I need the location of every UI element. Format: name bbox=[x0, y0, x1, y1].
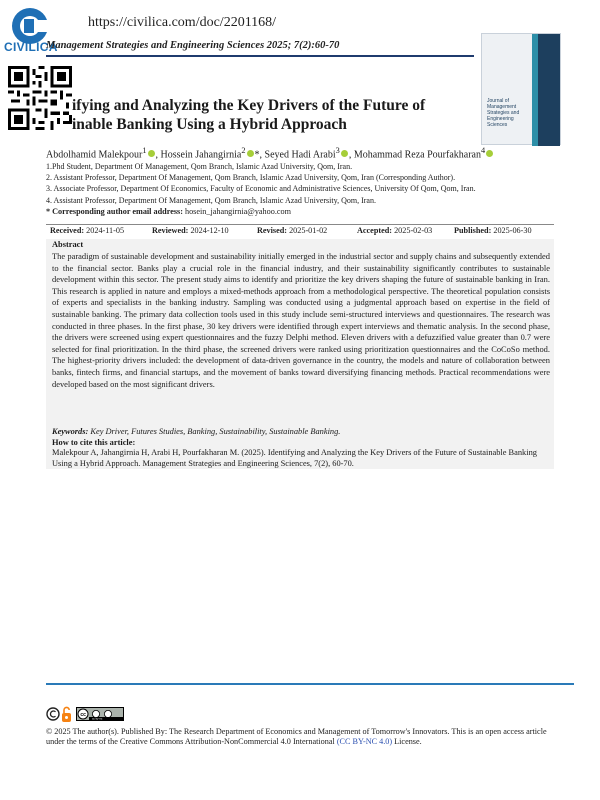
copyright-icon bbox=[47, 708, 59, 720]
keywords-label: Keywords: bbox=[52, 427, 89, 436]
revised-date: Revised: 2025-01-02 bbox=[257, 226, 328, 235]
affiliations bbox=[46, 161, 476, 206]
article-title-line-1: ifying and Analyzing the Key Drivers of the Future of bbox=[72, 97, 426, 114]
reviewed-date: Reviewed: 2024-12-10 bbox=[152, 226, 229, 235]
license-link[interactable]: (CC BY-NC 4.0) bbox=[336, 737, 393, 747]
corresponding-email[interactable]: hosein_jahangirnia@yahoo.com bbox=[184, 207, 291, 216]
header-divider bbox=[46, 55, 474, 57]
article-dates bbox=[46, 226, 554, 238]
published-date: Published: 2025-06-30 bbox=[454, 226, 532, 235]
citation-text: Malekpour A, Jahangirnia H, Arabi H, Pourfakharan M. (2025). Identifying and Analyzing the Key Drivers of the Future of Sustainable Banking Using a Hybrid Approach. Management Strategies and Engineering Sciences, 7(2), 60-70. bbox=[52, 448, 537, 468]
orcid-icon[interactable] bbox=[247, 150, 254, 157]
affiliation-item: 1.Phd Student, Department Of Management, Qom Branch, Islamic Azad University, Qom, Iran. bbox=[46, 162, 353, 171]
affiliation-item: 4. Assistant Professor, Department Of Management, Qom Branch, Islamic Azad University, Qom, Iran. bbox=[46, 195, 376, 205]
svg-text:cc by nc: cc by nc bbox=[92, 716, 103, 721]
affiliation-item: 2. Assistant Professor, Department Of Management, Qom Branch, Islamic Azad University, Qom, Iran (Corresponding Author). bbox=[46, 173, 456, 183]
civilica-wordmark: CIVILICA bbox=[4, 40, 58, 54]
open-access-icon bbox=[62, 707, 71, 722]
orcid-icon[interactable] bbox=[341, 150, 348, 157]
document-url[interactable]: https://civilica.com/doc/2201168/ bbox=[88, 15, 277, 30]
author-list: Abdolhamid Malekpour$^1$ , Hossein Jahangirnia$^2$ *, Seyed Hadi Arabi$^3$ , Mohammad Reza Pourfakharan$^4$ bbox=[46, 146, 494, 160]
svg-text:cc: cc bbox=[80, 712, 86, 718]
journal-cover-image bbox=[481, 33, 561, 145]
abstract-heading: Abstract bbox=[52, 240, 84, 249]
author-name: Mohammad Reza Pourfakharan bbox=[353, 149, 481, 161]
dates-divider bbox=[46, 224, 554, 225]
orcid-icon[interactable] bbox=[148, 150, 155, 157]
qr-code-icon bbox=[8, 66, 72, 130]
author-name: Seyed Hadi Arabi bbox=[264, 149, 336, 161]
orcid-icon[interactable] bbox=[486, 150, 493, 157]
keywords-list: Key Driver, Futures Studies, Banking, Sustainability, Sustainable Banking. bbox=[90, 427, 341, 436]
received-date: Received: 2024-11-05 bbox=[50, 226, 125, 235]
abstract-text: The paradigm of sustainable development and sustainability initially emerged in the industrial sector and supply chains and subsequently extended to the financial sector. Banks play a crucial role in the financial industry, and their sustainability significantly contributes to sustainable development within this sector. The present study aims to identify and prioritize the key drivers shaping the future of sustainable banking in Iran. This research is applied in nature and employs a mixed-methods approach from a methodological perspective. The theoretical population consists of experts and specialists in the banking industry. Sampling was conducted using a judgmental approach based on expertise in the field of sustainable banking. The primary data collection tools used in this study include semi-structured interviews and questionnaires. The research was conducted in three phases. In the first phase, 30 key drivers were identified through expert interviews and thematic analysis. In the second phase, the drivers were screened using expert questionnaires and the fuzzy Delphi method. Eleven drivers with a defuzzified value greater than 0.7 were selected for final prioritization. In the third phase, the screened drivers were ranked using prioritization questionnaires and the CoCoSo method. The highest-priority drivers included: the development of data-driven governance in the country, the models and nature of collaboration between banks, fintech firms, and financial startups, and the movement of banks toward diversifying financing methods. Practical recommendations were developed based on the most significant drivers. bbox=[52, 251, 550, 389]
cover-spine-band bbox=[538, 34, 560, 146]
article-title bbox=[72, 96, 482, 134]
keywords bbox=[52, 427, 340, 436]
cover-title: Journal of Management Strategies and Engineering Sciences bbox=[487, 98, 520, 128]
accepted-date: Accepted: 2025-02-03 bbox=[357, 226, 433, 235]
cite-heading: How to cite this article: bbox=[52, 438, 136, 447]
author-name: Hossein Jahangirnia bbox=[160, 149, 242, 161]
footer-divider bbox=[46, 683, 574, 685]
cc-by-nc-badge bbox=[76, 707, 124, 721]
affiliation-item: 3. Associate Professor, Department Of Economics, Faculty of Economic and Administrative Sciences, University Of Qom, Qom, Iran. bbox=[46, 184, 476, 194]
license-statement: © 2025 The author(s). Published By: The Research Department of Economics and Management of Tomorrow's Innovators. This is an open access article under the terms of the Creative Commons Attribution-NonCommercial 4.0 International (CC BY-NC 4.0) License. bbox=[46, 727, 547, 747]
journal-citation-line: Management Strategies and Engineering Sciences 2025; 7(2):60-70 bbox=[46, 40, 340, 51]
corresponding-author: * Corresponding author email address: hosein_jahangirnia@yahoo.com bbox=[46, 207, 291, 216]
copyright-text: © 2025 The author(s). Published By: The Research Department of Economics and Management of Tomorrow's Innovators. This is an open access article under the terms of the Creative Commons Attribution-NonCommercial 4.0 International bbox=[46, 727, 547, 747]
article-title-line-2: inable Banking Using a Hybrid Approach bbox=[72, 116, 347, 133]
open-access-cc-icons bbox=[46, 704, 126, 724]
author-name: Abdolhamid Malekpour bbox=[46, 149, 143, 161]
